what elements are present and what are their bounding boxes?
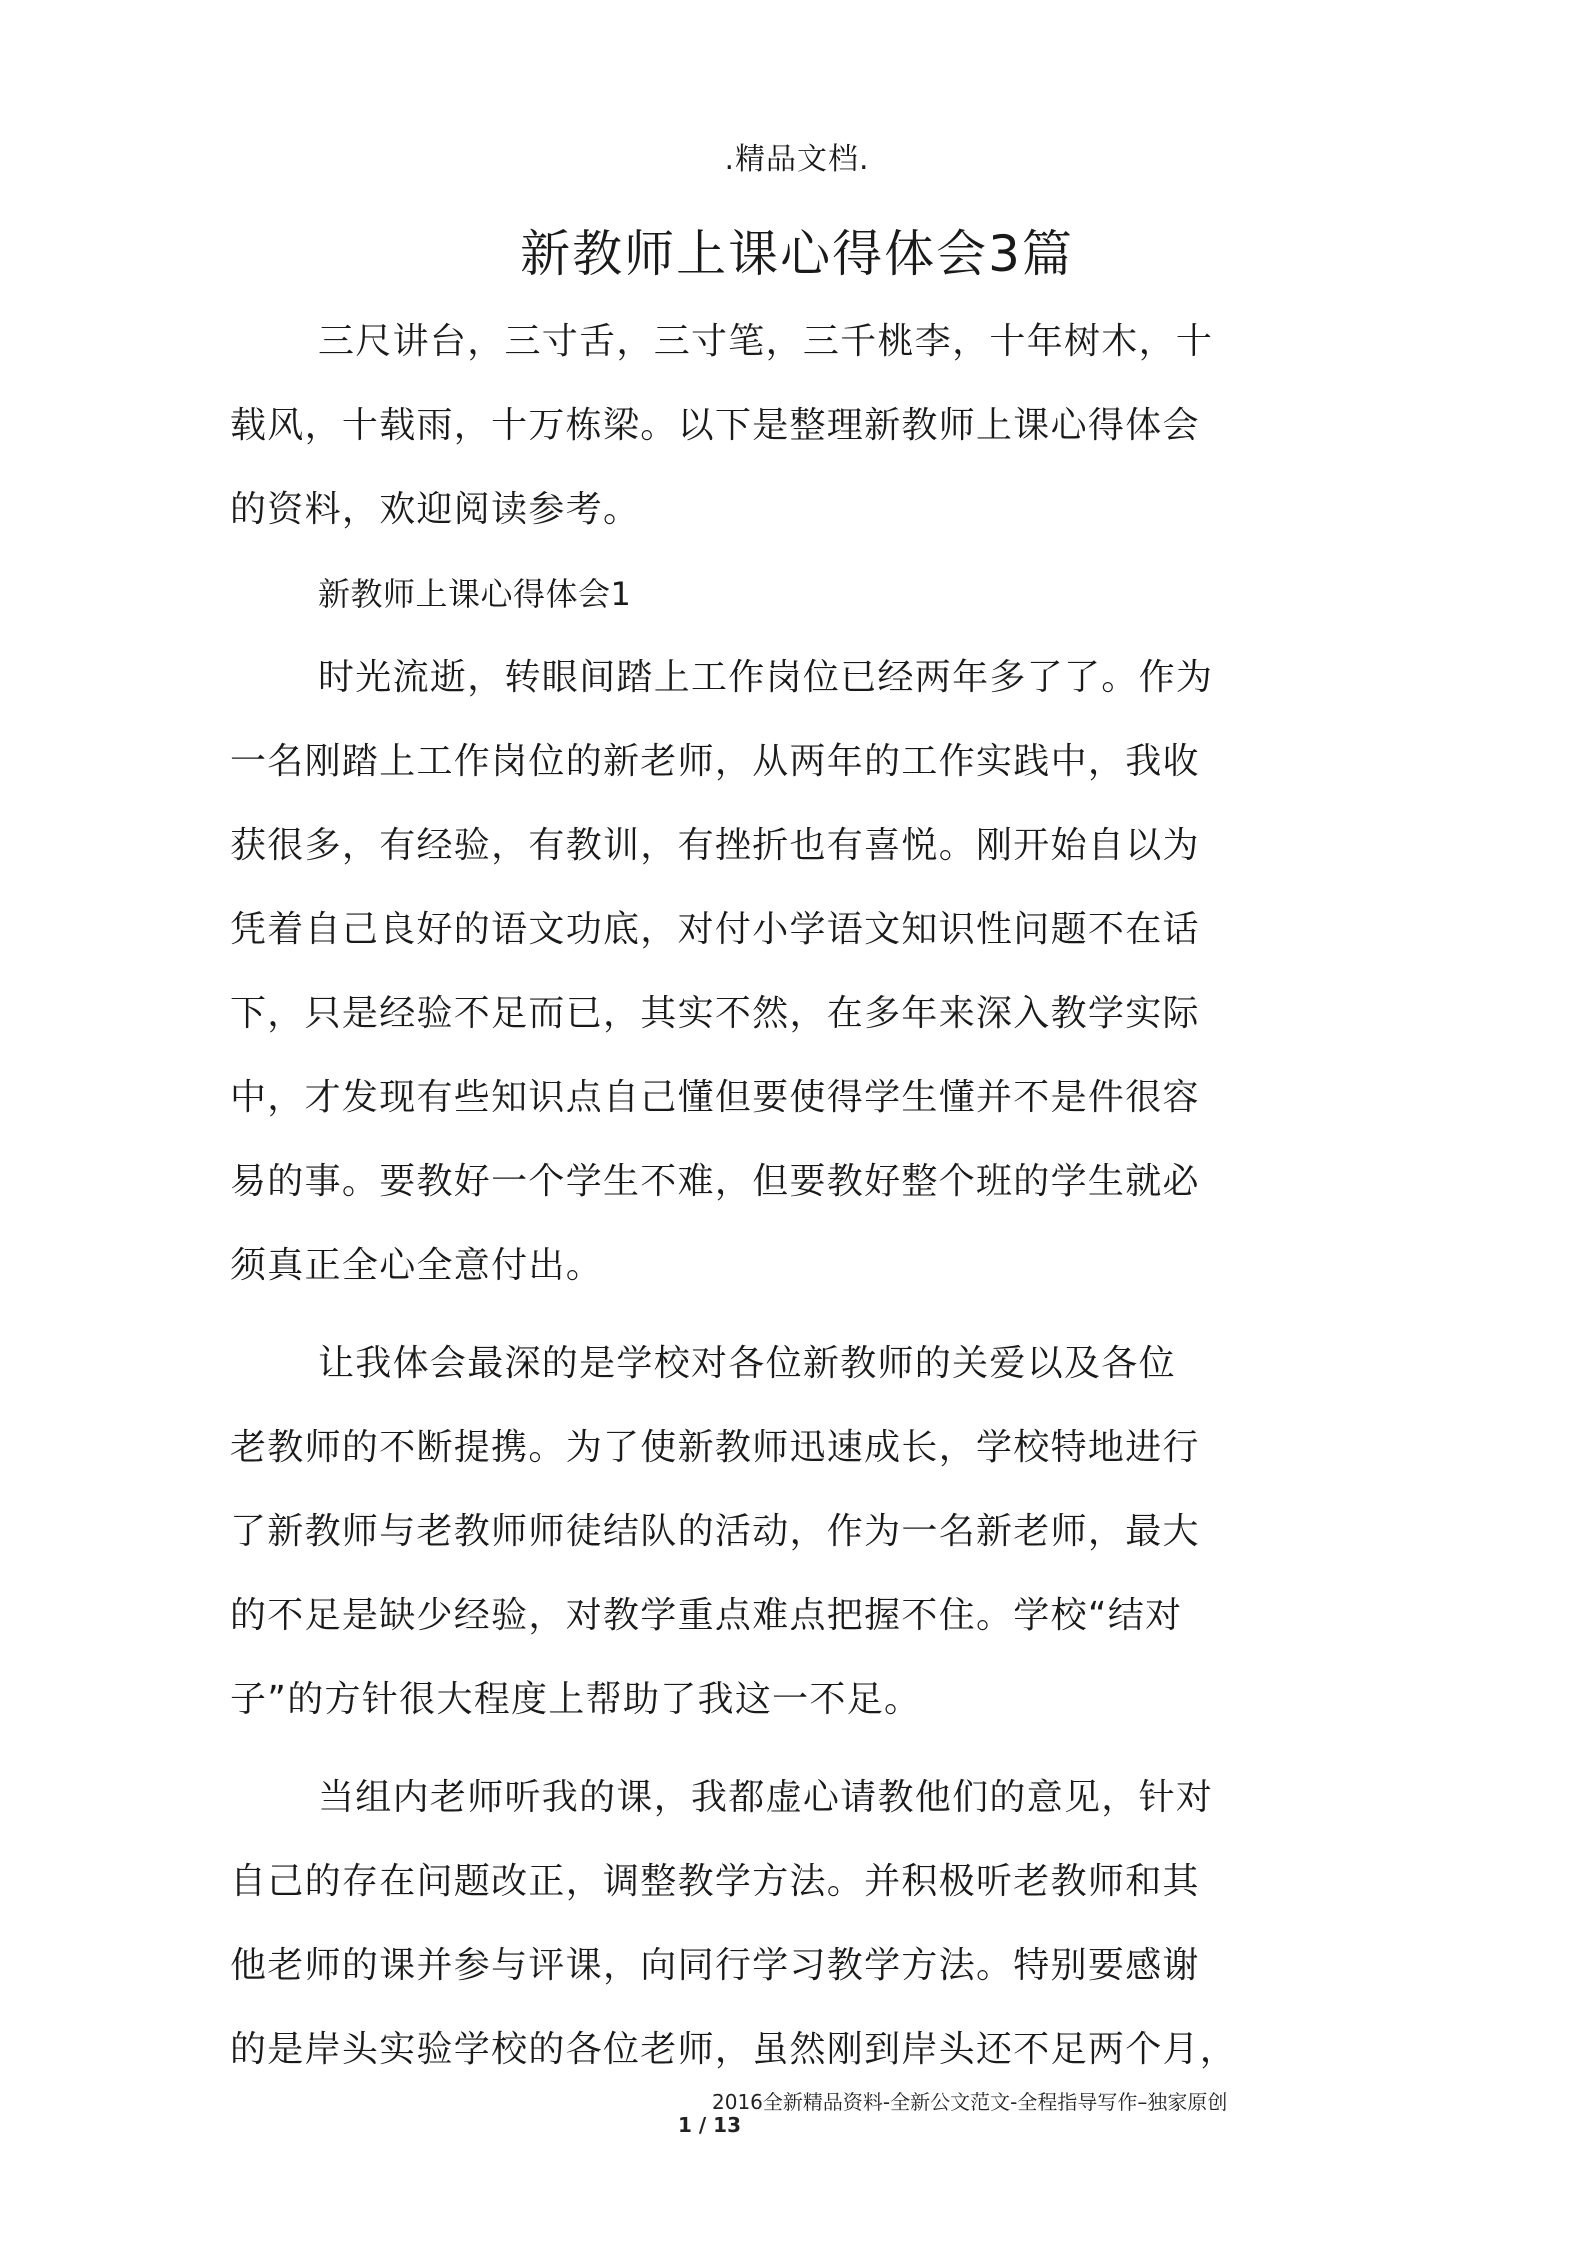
text-line: 三尺讲台，三寸舌，三寸笔，三千桃李，十年树木，十 (318, 321, 1214, 362)
text-line: 时光流逝，转眼间踏上工作岗位已经两年多了了。作为 (318, 657, 1214, 698)
section-heading: 新教师上课心得体会1 (318, 575, 632, 613)
text-line: 让我体会最深的是学校对各位新教师的关爱以及各位 (318, 1343, 1176, 1384)
text-line: 一名刚踏上工作岗位的新老师，从两年的工作实践中，我收 (230, 741, 1200, 782)
document-title: 新教师上课心得体会3篇 (520, 225, 1074, 283)
document-header: .精品文档. (724, 142, 870, 177)
text-line: 获很多，有经验，有教训，有挫折也有喜悦。刚开始自以为 (230, 825, 1200, 866)
footer-note: 2016全新精品资料-全新公文范文-全程指导写作–独家原创 (712, 2090, 1228, 2114)
text-line: 子”的方针很大程度上帮助了我这一不足。 (230, 1679, 922, 1720)
document-body (230, 300, 1238, 2092)
text-line: 自己的存在问题改正，调整教学方法。并积极听老教师和其 (230, 1861, 1200, 1902)
text-line: 老教师的不断提携。为了使新教师迅速成长，学校特地进行 (230, 1427, 1200, 1468)
text-line: 载风，十载雨，十万栋梁。以下是整理新教师上课心得体会 (230, 405, 1200, 446)
text-line: 当组内老师听我的课，我都虚心请教他们的意见，针对 (318, 1777, 1214, 1818)
text-line: 须真正全心全意付出。 (230, 1245, 604, 1286)
text-line: 的是岸头实验学校的各位老师，虽然刚到岸头还不足两个月， (230, 2029, 1238, 2070)
text-line: 易的事。要教好一个学生不难，但要教好整个班的学生就必 (230, 1161, 1200, 1202)
text-line: 的资料，欢迎阅读参考。 (230, 489, 641, 530)
text-line: 中，才发现有些知识点自己懂但要使得学生懂并不是件很容 (230, 1077, 1200, 1118)
text-line: 的不足是缺少经验，对教学重点难点把握不住。学校“结对 (230, 1595, 1183, 1636)
text-line: 了新教师与老教师师徒结队的活动，作为一名新老师，最大 (230, 1511, 1200, 1552)
page-number: 1 / 13 (678, 2113, 741, 2137)
text-line: 下，只是经验不足而已，其实不然，在多年来深入教学实际 (230, 993, 1200, 1034)
text-line: 他老师的课并参与评课，向同行学习教学方法。特别要感谢 (230, 1945, 1200, 1986)
text-line: 凭着自己良好的语文功底，对付小学语文知识性问题不在话 (230, 909, 1200, 950)
